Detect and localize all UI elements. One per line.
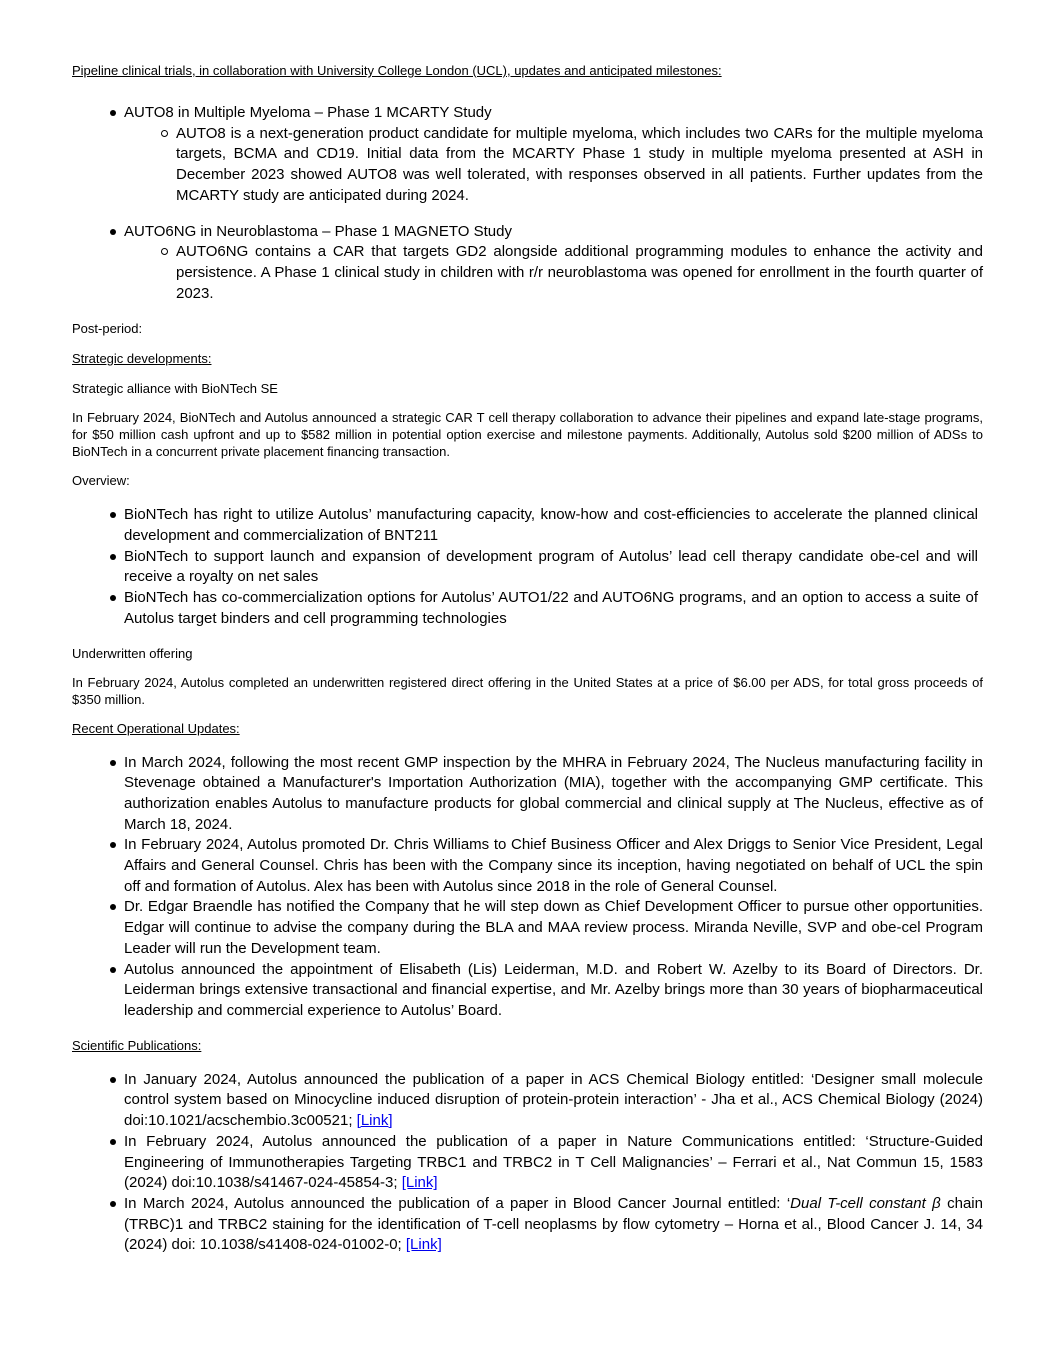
- strategic-heading: Strategic developments:: [72, 351, 212, 367]
- overview-item: BioNTech has right to utilize Autolus’ manufacturing capacity, know-how and cost-efficiencies to accelerate the planned clinical development and commercialization of BNT211: [72, 505, 978, 546]
- publication-item: [72, 1194, 983, 1256]
- publication-intro: In February 2024, Autolus announced the publication of a paper in Nature Communications entitled: ‘: [124, 1132, 869, 1150]
- overview-label: Overview:: [72, 473, 130, 489]
- operational-item: Autolus announced the appointment of Elisabeth (Lis) Leiderman, M.D. and Robert W. Azelby to its Board of Directors. Dr. Leiderman brings extensive transactional and financial expertise, and Mr. Azelby brings more than 30 years of biopharmaceutical leadership and commercial experience to Autolus’ Board.: [72, 960, 983, 1022]
- publication-item: [72, 1070, 983, 1132]
- pipeline-list: [72, 103, 983, 304]
- publications-list: [72, 1070, 983, 1256]
- publication-title: Designer small molecule control system based on Minocycline induced disruption of protein-protein interaction: [124, 1070, 983, 1109]
- publication-link[interactable]: [Link]: [405, 1236, 442, 1254]
- operational-item: In February 2024, Autolus promoted Dr. Chris Williams to Chief Business Officer and Alex Driggs to Senior Vice President, Legal Affairs and General Counsel. Chris has been with the Company since its inception, having negotiated on behalf of UCL the spin off and formation of Autolus. Alex has been with Autolus since 2018 in the role of General Counsel.: [72, 835, 983, 897]
- pipeline-item-detail: AUTO6NG contains a CAR that targets GD2 alongside additional programming modules to enhance the activity and persistence. A Phase 1 clinical study in children with r/r neuroblastoma was opened for enrollment in the fourth quarter of 2023.: [124, 242, 983, 304]
- pipeline-item-title: AUTO6NG in Neuroblastoma – Phase 1 MAGNETO Study: [124, 222, 512, 240]
- publication-citation: ’ - Jha et al., ACS Chemical Biology (2024) doi:10.1021/acschembio.3c00521;: [124, 1091, 983, 1130]
- overview-item: BioNTech to support launch and expansion of development program of Autolus’ lead cell therapy candidate obe-cel and will receive a royalty on net sales: [72, 547, 978, 588]
- offering-paragraph: In February 2024, Autolus completed an underwritten registered direct offering in the United States at a price of $6.00 per ADS, for total gross proceeds of $350 million.: [72, 674, 983, 707]
- offering-title: Underwritten offering: [72, 645, 193, 661]
- publication-title: Dual T-cell constant β: [790, 1194, 941, 1212]
- publications-heading: Scientific Publications:: [72, 1037, 202, 1053]
- publication-citation: ’ – Ferrari et al., Nat Commun 15, 1583 (2024) doi:10.1038/s41467-024-45854-3;: [124, 1153, 984, 1192]
- publication-link[interactable]: [Link]: [356, 1112, 393, 1130]
- pipeline-sub-list: [124, 242, 983, 304]
- pipeline-item-auto8: [72, 103, 983, 207]
- publication-link[interactable]: [Link]: [401, 1174, 438, 1192]
- operational-item: In March 2024, following the most recent GMP inspection by the MHRA in February 2024, The Nucleus manufacturing facility in Stevenage obtained a Manufacturer's Importation Authorization (MIA), together with the accompanying GMP certificate. This authorization enables Autolus to manufacture products for global commercial and clinical supply at The Nucleus, effective as of March 18, 2024.: [72, 753, 983, 836]
- overview-item: BioNTech has co-commercialization options for Autolus’ AUTO1/22 and AUTO6NG programs, and an option to access a suite of Autolus target binders and cell programming technologies: [72, 588, 978, 629]
- pipeline-sub-list: [124, 124, 983, 207]
- overview-list: [72, 505, 983, 629]
- alliance-title: Strategic alliance with BioNTech SE: [72, 381, 278, 397]
- alliance-paragraph: In February 2024, BioNTech and Autolus announced a strategic CAR T cell therapy collaboration to advance their pipelines and expand late-stage programs, for $50 million cash upfront and up to $582 million in potential option exercise and milestone payments. Additionally, Autolus sold $200 million of ADSs to BioNTech in a concurrent private placement financing transaction.: [72, 410, 983, 460]
- pipeline-heading: Pipeline clinical trials, in collaboration with University College London (UCL), updates and anticipated milestones:: [72, 63, 722, 78]
- publication-intro: In March 2024, Autolus announced the publication of a paper in Blood Cancer Journal entitled: ‘: [124, 1194, 791, 1212]
- operational-item: Dr. Edgar Braendle has notified the Company that he will step down as Chief Development Officer to pursue other opportunities. Edgar will continue to advise the company during the BLA and MAA review process. Miranda Neville, SVP and obe-cel Program Leader will run the Development team.: [72, 897, 983, 959]
- publication-citation: chain (TRBC)1 and TRBC2 staining for the identification of T-cell neoplasms by flow cytometry – Horna et al., Blood Cancer J. 14, 34 (2024) doi: 10.1038/s41408-024-01002-0;: [124, 1194, 983, 1254]
- pipeline-item-title: AUTO8 in Multiple Myeloma – Phase 1 MCARTY Study: [124, 104, 492, 121]
- document-page: [72, 62, 983, 1256]
- pipeline-item-detail: AUTO8 is a next-generation product candidate for multiple myeloma, which includes two CARs for the multiple myeloma targets, BCMA and CD19. Initial data from the MCARTY Phase 1 study in multiple myeloma presented at ASH in December 2023 showed AUTO8 was well tolerated, with responses observed in all patients. Further updates from the MCARTY study are anticipated during 2024.: [124, 124, 983, 207]
- operational-list: [72, 753, 983, 1022]
- publication-title: Structure-Guided Engineering of Immunotherapies Targeting TRBC1 and TRBC2 in T Cell Malignancies: [124, 1132, 983, 1171]
- operational-heading: Recent Operational Updates:: [72, 720, 240, 736]
- publication-intro: In January 2024, Autolus announced the publication of a paper in ACS Chemical Biology entitled: ‘: [124, 1070, 815, 1088]
- pipeline-item-auto6ng: [72, 222, 983, 305]
- post-period-label: Post-period:: [72, 321, 143, 337]
- publication-item: [72, 1132, 983, 1194]
